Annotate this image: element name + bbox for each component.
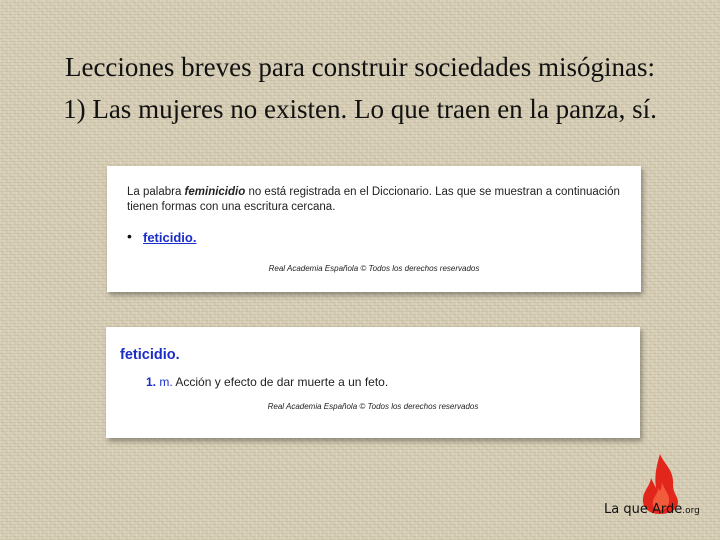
grammar-abbreviation[interactable]: m. [159, 375, 173, 389]
dictionary-search-panel [107, 166, 641, 292]
dictionary-entry-panel [106, 327, 640, 438]
title-line-2: 1) Las mujeres no existen. Lo que traen en la panza, sí. [63, 94, 657, 124]
suggestion-link-feticidio[interactable]: feticidio. [143, 230, 197, 245]
definition-text: Acción y efecto de dar muerte a un feto. [175, 375, 389, 389]
notice-before: La palabra [127, 186, 185, 198]
title-line-1: Lecciones breves para construir sociedades misóginas: [64, 52, 656, 82]
site-logo [604, 452, 708, 524]
entry-headword: feticidio. [120, 347, 180, 363]
logo-wordmark [604, 502, 700, 517]
definition-line [146, 375, 388, 389]
copyright-notice: Real Academia Española © Todos los derechos reservados [267, 402, 479, 411]
definition-number: 1. [146, 375, 157, 389]
slide-title [0, 46, 720, 130]
copyright-notice: Real Academia Española © Todos los derechos reservados [268, 264, 480, 273]
bullet-marker: • [127, 228, 132, 244]
logo-domain: .org [682, 506, 700, 516]
notice-after: no está registrada en el Diccionario. Las que se muestran a continuación tienen formas con una escritura cercana. [127, 186, 620, 213]
not-found-notice [127, 185, 627, 215]
logo-name: La que Arde [604, 502, 683, 517]
searched-word: feminicidio [184, 186, 246, 198]
